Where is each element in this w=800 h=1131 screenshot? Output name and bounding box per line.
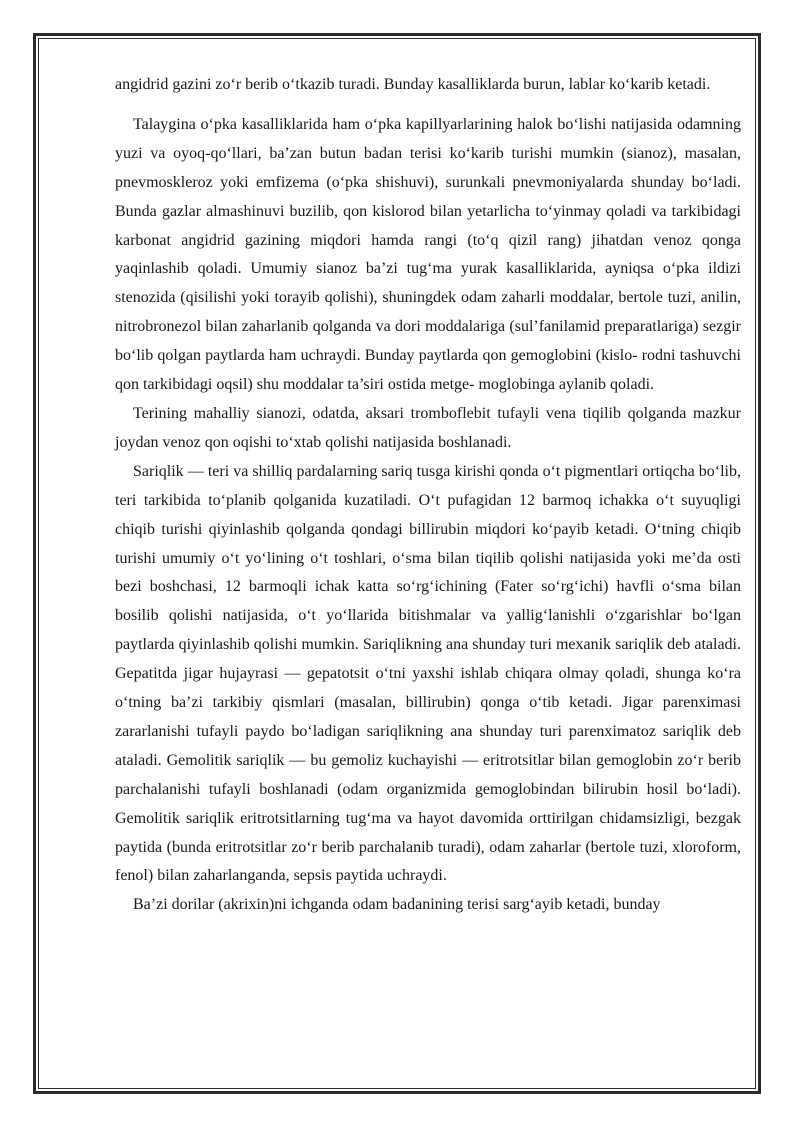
paragraph: angidrid gazini zo‘r berib o‘tkazib turadi. Bunday kasalliklarda burun, lablar ko‘karib ketadi. xyxy=(115,76,711,93)
document-body xyxy=(115,71,741,920)
paragraph: Talaygina o‘pka kasalliklarida ham o‘pka kapillyarlarining halok bo‘lishi natijasida odamning yuzi va oyoq-qo‘llari, ba’zan butun badan terisi ko‘karib turishi mumkin (sianoz), masalan, pnevmoskleroz yoki emfizema (o‘pka shishuvi), surunkali pnevmoniyalarda shunday bo‘ladi. Bunda gazlar almashinuvi buzilib, qon kislorod bilan yetarlicha to‘yinmay qoladi va tarkibidagi karbonat angidrid gazining miqdori hamda rangi (to‘q qizil rang) jihatdan venoz qonga yaqinlashib qoladi. Umumiy sianoz ba’zi tug‘ma yurak kasalliklarida, ayniqsa o‘pka ildizi stenozida (qisilishi yoki torayib qolishi), shuningdek odam zaharli moddalar, bertole tuzi, anilin, nitrobronezol bilan zaharlanib qolganda va dori moddalariga (sul’fanilamid preparatlariga) sezgir bo‘lib qolgan paytlarda ham uchraydi. Bunday paytlarda qon gemoglobini (kislo- rodni tashuvchi qon tarkibidagi oqsil) shu moddalar ta’siri ostida metge- moglobinga aylanib qoladi. xyxy=(115,115,741,394)
paragraph: Terining mahalliy sianozi, odatda, aksari tromboflebit tufayli vena tiqilib qolganda mazkur joydan venoz qon oqishi to‘xtab qolishi natijasida boshlanadi. xyxy=(115,404,741,451)
paragraph: Sariqlik — teri va shilliq pardalarning sariq tusga kirishi qonda o‘t pigmentlari ortiqcha bo‘lib, teri tarkibida to‘planib qolganida kuzatiladi. O‘t pufagidan 12 barmoq ichakka o‘t suyuqligi chiqib turishi qiyinlashib qolganda qondagi billirubin miqdori ko‘payib ketadi. O‘tning chiqib turishi umumiy o‘t yo‘lining o‘t toshlari, o‘sma bilan tiqilib qolishi natijasida yoki me’da osti bezi boshchasi, 12 barmoqli ichak katta so‘rg‘ichining (Fater so‘rg‘ichi) havfli o‘sma bilan bosilib qolishi natijasida, o‘t yo‘llarida bitishmalar va yallig‘lanishli o‘zgarishlar bo‘lgan paytlarda qiyinlashib qolishi mumkin. Sariqlikning ana shunday turi mexanik sariqlik deb ataladi. Gepatitda jigar hujayrasi — gepatotsit o‘tni yaxshi ishlab chiqara olmay qoladi, shunga ko‘ra o‘tning ba’zi tarkibiy qismlari (masalan, billirubin) qonga o‘tib ketadi. Jigar parenximasi zararlanishi tufayli paydo bo‘ladigan sariqlikning ana shunday turi parenximatoz sariqlik deb ataladi. Gemolitik sariqlik — bu gemoliz kuchayishi — eritrotsitlar bilan gemoglobin zo‘r berib parchalanishi tufayli boshlanadi (odam organizmida gemoglobindan bilirubin hosil bo‘ladi). Gemolitik sariqlik eritrotsitlarning tug‘ma va hayot davomida orttirilgan chidamsizligi, bezgak paytida (bunda eritrotsitlar zo‘r berib parchalanib turadi), odam zaharlar (bertole tuzi, xloroform, fenol) bilan zaharlanganda, sepsis paytida uchraydi. xyxy=(115,462,741,885)
paragraph: Ba’zi dorilar (akrixin)ni ichganda odam badanining terisi sarg‘ayib ketadi, bunday xyxy=(133,896,661,914)
